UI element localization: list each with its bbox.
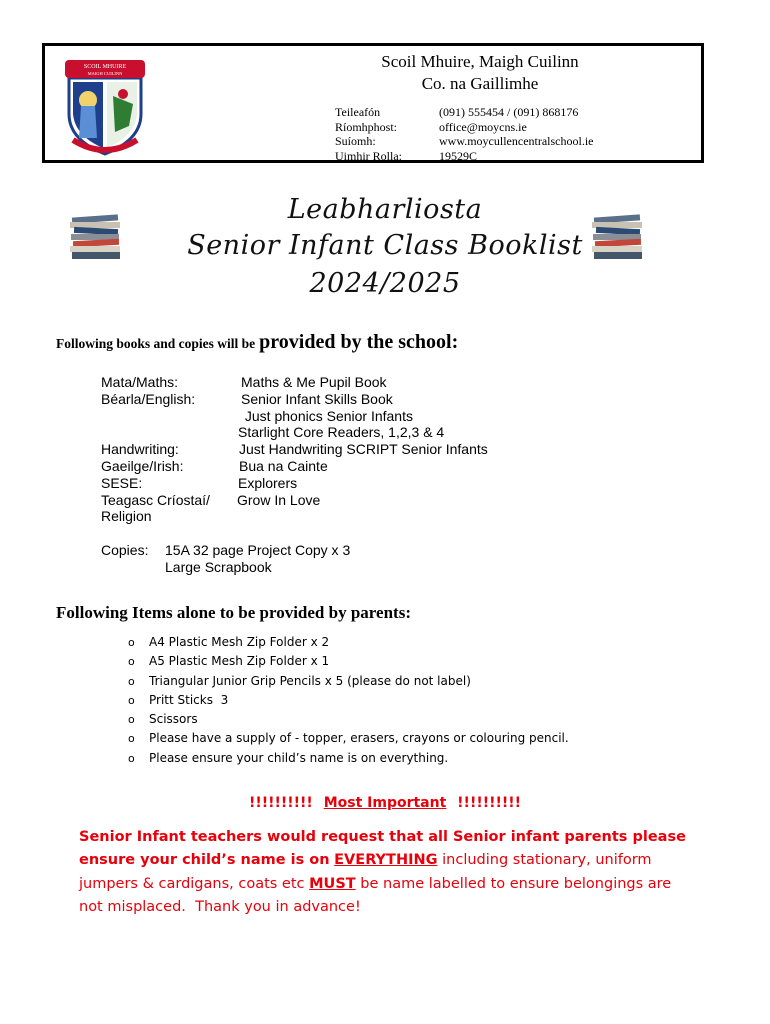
list-item bbox=[101, 408, 488, 425]
list-item bbox=[101, 391, 488, 408]
bullet-icon: o bbox=[128, 636, 135, 649]
provided-heading-part1: Following books and copies will be bbox=[56, 336, 256, 351]
subject: Handwriting: bbox=[101, 441, 179, 458]
most-important-label: Most Important bbox=[323, 795, 447, 811]
list-item bbox=[101, 458, 488, 475]
contact-value: 19529C bbox=[439, 148, 478, 163]
item-text: Please ensure your child’s name is on everything. bbox=[149, 750, 449, 765]
school-name-line1: Scoil Mhuire, Maigh Cuilinn bbox=[381, 52, 579, 71]
copies-item: 15A 32 page Project Copy x 3 bbox=[165, 542, 351, 558]
item-text: Triangular Junior Grip Pencils x 5 (please do not label) bbox=[149, 673, 471, 688]
parents-item-list bbox=[128, 633, 569, 768]
contact-value: www.moycullencentralschool.ie bbox=[439, 134, 594, 148]
item-text: A5 Plastic Mesh Zip Folder x 1 bbox=[149, 654, 330, 669]
notice-line3-b: be name labelled to ensure belongings are bbox=[355, 875, 672, 892]
list-item bbox=[101, 475, 488, 492]
subject: Teagasc Críostaí/ bbox=[101, 491, 210, 508]
book-title: Just phonics Senior Infants bbox=[241, 407, 413, 424]
subject: Mata/Maths: bbox=[101, 374, 179, 390]
book-title: Maths & Me Pupil Book bbox=[241, 374, 387, 390]
copies-list bbox=[101, 542, 350, 576]
book-title: Grow In Love bbox=[237, 491, 321, 508]
list-item bbox=[128, 672, 569, 691]
title-line3: 2024/2025 bbox=[309, 268, 461, 299]
bullet-icon: o bbox=[128, 693, 135, 707]
contact-details bbox=[335, 105, 594, 163]
subject bbox=[101, 424, 238, 441]
bullet-icon: o bbox=[128, 732, 135, 746]
list-item bbox=[128, 633, 569, 652]
list-item bbox=[128, 729, 569, 748]
subject: Religion bbox=[101, 508, 152, 525]
crest-text-top: SCOIL MHUIRE bbox=[83, 64, 127, 70]
list-item bbox=[101, 441, 488, 458]
contact-label: Teileafón bbox=[335, 105, 381, 119]
title-line1: Leabharliosta bbox=[287, 194, 483, 225]
most-important-banner bbox=[0, 795, 770, 811]
item-text: Pritt Sticks 3 bbox=[149, 692, 229, 707]
name-label-notice bbox=[79, 826, 699, 919]
list-item bbox=[101, 492, 488, 509]
item-text: Scissors bbox=[149, 712, 198, 727]
provided-book-list bbox=[101, 374, 488, 525]
crest-text-sub: MAIGH CUILINN bbox=[87, 71, 123, 76]
school-header bbox=[42, 43, 704, 163]
notice-everything: EVERYTHING bbox=[334, 852, 438, 869]
school-crest bbox=[63, 56, 147, 156]
contact-row-email bbox=[335, 120, 594, 135]
book-title: Starlight Core Readers, 1,2,3 & 4 bbox=[238, 424, 445, 441]
provided-heading bbox=[56, 331, 458, 354]
exclamation-marks-right: !!!!!!!!!! bbox=[457, 795, 522, 811]
contact-label: Ríomhphost: bbox=[335, 119, 398, 134]
provided-heading-part2: provided by the school bbox=[259, 331, 452, 353]
school-name bbox=[345, 51, 615, 95]
book-title: Bua na Cainte bbox=[239, 457, 328, 474]
bullet-icon: o bbox=[128, 713, 135, 727]
list-item bbox=[128, 652, 569, 671]
exclamation-marks-left: !!!!!!!!!! bbox=[248, 795, 313, 811]
list-item bbox=[101, 424, 488, 441]
notice-line1: Senior Infant teachers would request that all Senior infant parents please bbox=[79, 829, 686, 845]
notice-line2-rest: including stationary, uniform bbox=[437, 852, 652, 869]
book-title: Just Handwriting SCRIPT Senior Infants bbox=[239, 441, 488, 458]
contact-value: office@moycns.ie bbox=[439, 119, 527, 134]
notice-line4: not misplaced. Thank you in advance! bbox=[79, 898, 361, 915]
school-name-line2: Co. na Gaillimhe bbox=[421, 74, 539, 93]
provided-heading-colon: : bbox=[451, 331, 459, 353]
contact-row-website bbox=[335, 134, 594, 149]
subject: Gaeilge/Irish: bbox=[101, 457, 184, 474]
notice-must: MUST bbox=[309, 875, 356, 892]
bullet-icon: o bbox=[128, 655, 135, 669]
list-item bbox=[101, 374, 488, 391]
title-line2: Senior Infant Class Booklist bbox=[187, 230, 583, 261]
subject: Béarla/English: bbox=[101, 390, 196, 407]
copies-label: Copies: bbox=[101, 542, 149, 558]
bullet-icon: o bbox=[128, 674, 135, 688]
list-item bbox=[128, 691, 569, 710]
contact-label: Suíomh: bbox=[335, 134, 376, 148]
subject: SESE: bbox=[101, 474, 143, 491]
list-item bbox=[101, 508, 488, 525]
item-text: A4 Plastic Mesh Zip Folder x 2 bbox=[149, 635, 330, 649]
parents-heading: Following Items alone to be provided by parents: bbox=[56, 603, 411, 622]
notice-line2-bold: ensure your child’s name is on bbox=[79, 852, 330, 869]
copies-item: Large Scrapbook bbox=[165, 558, 272, 575]
contact-row-roll bbox=[335, 149, 594, 164]
item-text: Please have a supply of - topper, erasers, crayons or colouring pencil. bbox=[149, 731, 569, 746]
bullet-icon: o bbox=[128, 751, 135, 765]
subject bbox=[101, 408, 241, 425]
book-title: Senior Infant Skills Book bbox=[241, 390, 393, 407]
list-item bbox=[128, 749, 569, 768]
contact-row-phone bbox=[335, 105, 594, 120]
book-title: Explorers bbox=[238, 474, 298, 491]
contact-value: (091) 555454 / (091) 868176 bbox=[439, 105, 579, 119]
list-item bbox=[128, 710, 569, 729]
contact-label: Uimhir Rolla: bbox=[335, 148, 402, 163]
notice-line3-a: jumpers & cardigans, coats etc bbox=[79, 875, 310, 892]
